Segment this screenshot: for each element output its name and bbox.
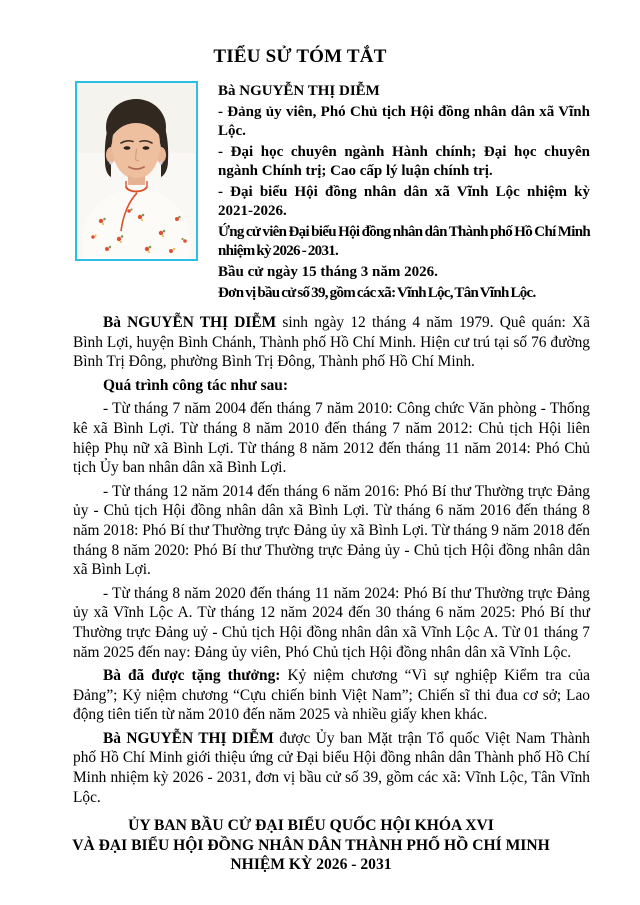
footer-line-council: VÀ ĐẠI BIỂU HỘI ĐỒNG NHÂN DÂN THÀNH PHỐ HỒ CHÍ MINH (72, 836, 550, 854)
bio-personal-paragraph (73, 313, 590, 372)
portrait-photo-frame (75, 81, 198, 261)
awards-lead: Bà đã được tặng thưởng: (103, 667, 281, 685)
document-title: TIỂU SỬ TÓM TẮT (213, 46, 387, 67)
awards-paragraph (73, 666, 590, 725)
footer-line-term: NHIỆM KỲ 2026 - 2031 (230, 856, 392, 874)
biography-body (73, 313, 590, 807)
career-paragraph-3: - Từ tháng 8 năm 2020 đến tháng 11 năm 2024: Phó Bí thư Thường trực Đảng ủy xã Vĩnh Lộc A. Từ tháng 12 năm 2024 đến 30 tháng 6 năm 2025: Phó Bí thư Thường trực Đảng uỷ - Chủ tịch Hội đồng nhân dân xã Vĩnh Lộc A. Từ 01 tháng 7 năm 2025 đến nay: Đảng ủy viên, Phó Chủ tịch Hội đồng nhân dân xã Vĩnh Lộc. (73, 584, 590, 661)
candidate-name: Bà NGUYỄN THỊ DIỄM (218, 83, 380, 99)
nomination-note: Ứng cử viên Đại biểu Hội đồng nhân dân Thành phố Hồ Chí Minh nhiệm kỳ 2026 - 2031. (218, 224, 590, 259)
career-heading: Quá trình công tác như sau: (103, 376, 288, 394)
footer-line-committee: ỦY BAN BẦU CỬ ĐẠI BIỂU QUỐC HỘI KHÓA XVI (128, 817, 494, 835)
nomination-text: được Ủy ban Mặt trận Tổ quốc Việt Nam Thành phố Hồ Chí Minh giới thiệu ứng cử Đại biểu Hội đồng nhân dân Thành phố Hồ Chí Minh nhiệm kỳ 2026 - 2031, đơn vị bầu cử số 39, gồm các xã: Vĩnh Lộc, Tân Vĩnh Lộc. (73, 729, 590, 806)
bio-personal-text: sinh ngày 12 tháng 4 năm 1979. Quê quán: Xã Bình Lợi, huyện Bình Chánh, Thành phố Hồ Chí Minh. Hiện cư trú tại số 76 đường Bình Trị Đông, phường Bình Trị Đông, Thành phố Hồ Chí Minh. (73, 314, 590, 371)
bio-personal-lead: Bà NGUYỄN THỊ DIỄM (103, 314, 277, 331)
nomination-lead: Bà NGUYỄN THỊ DIỄM (103, 729, 274, 747)
career-paragraph-2: - Từ tháng 12 năm 2014 đến tháng 6 năm 2016: Phó Bí thư Thường trực Đảng ủy - Chủ tịch Hội đồng nhân dân xã Bình Lợi. Từ tháng 6 năm 2016 đến tháng 8 năm 2018: Phó Bí thư Thường trực Đảng ủy xã Bình Lợi. Từ tháng 9 năm 2018 đến tháng 8 năm 2020: Phó Bí thư Thường trực Đảng ủy - Chủ tịch Hội đồng nhân dân xã Bình Lợi. (73, 482, 590, 579)
candidate-intro (218, 82, 590, 305)
intro-line-delegate: - Đại biểu Hội đồng nhân dân xã Vĩnh Lộc nhiệm kỳ 2021-2026. (218, 184, 590, 219)
awards-text: Kỷ niệm chương “Vì sự nghiệp Kiểm tra của Đảng”; Kỷ niệm chương “Cựu chiến binh Việt Nam”; Chiến sĩ thi đua cơ sở; Lao động tiên tiến từ năm 2010 đến năm 2025 và nhiều giấy khen khác. (73, 667, 591, 724)
election-date-line: Bầu cử ngày 15 tháng 3 năm 2026. (218, 264, 438, 280)
top-section (75, 81, 640, 305)
nomination-paragraph (73, 729, 590, 807)
portrait-photo (77, 83, 196, 259)
election-committee-footer (0, 816, 622, 875)
career-paragraph-1: - Từ tháng 7 năm 2004 đến tháng 7 năm 2010: Công chức Văn phòng - Thống kê xã Bình Lợi. Từ tháng 8 năm 2010 đến tháng 7 năm 2012: Chủ tịch Hội liên hiệp Phụ nữ xã Bình Lợi. Từ tháng 8 năm 2012 đến tháng 11 năm 2014: Phó Chủ tịch Ủy ban nhân dân xã Bình Lợi. (73, 400, 590, 477)
constituency-line: Đơn vị bầu cử số 39, gồm các xã: Vĩnh Lộc, Tân Vĩnh Lộc. (218, 285, 536, 301)
intro-line-position: - Đảng ủy viên, Phó Chủ tịch Hội đồng nhân dân xã Vĩnh Lộc. (218, 104, 590, 139)
intro-line-education: - Đại học chuyên ngành Hành chính; Đại học chuyên ngành Chính trị; Cao cấp lý luận chính trị. (218, 144, 590, 179)
